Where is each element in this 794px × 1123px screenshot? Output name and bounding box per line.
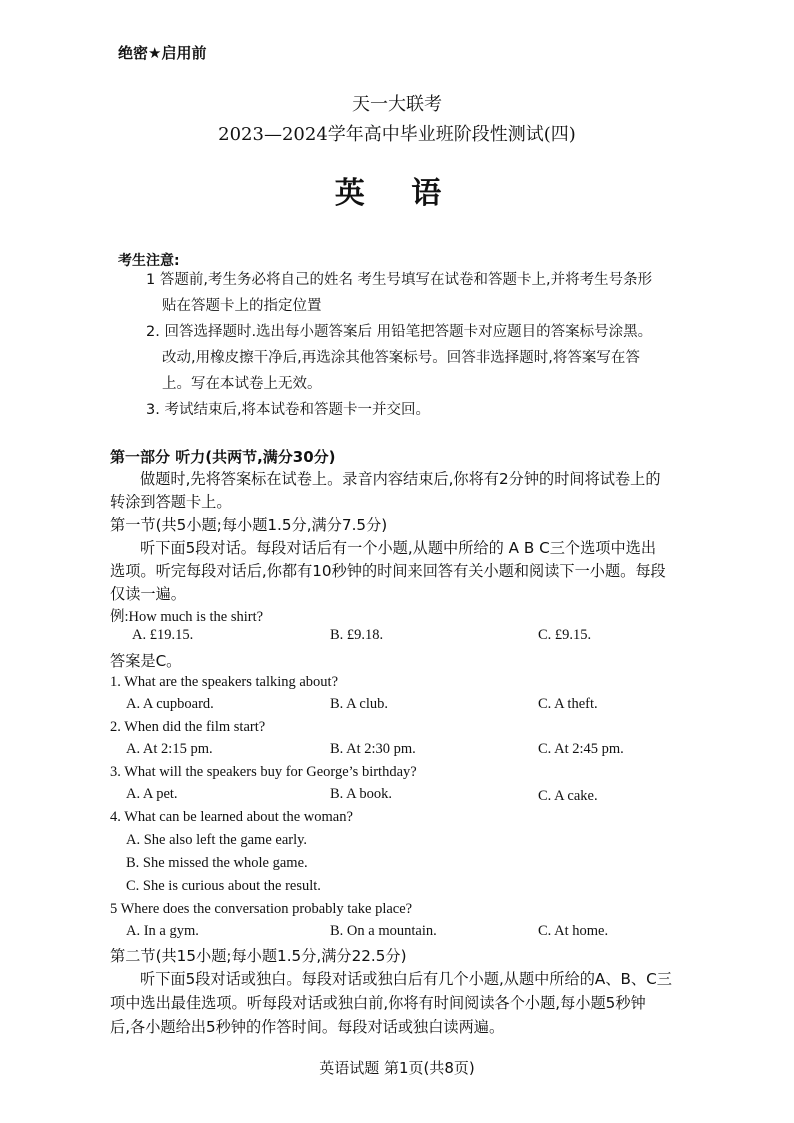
option-b: B. A club.: [330, 696, 389, 712]
option-c: C. A cake.: [538, 788, 598, 804]
part-title: 第一部分 听力(共两节,满分30分): [110, 448, 336, 466]
intro-line: 转涂到答题卡上。: [110, 493, 232, 511]
option-c: C. She is curious about the result.: [126, 878, 321, 894]
confidential-label: 绝密★启用前: [118, 44, 207, 62]
question-4: 4. What can be learned about the woman?: [110, 809, 353, 825]
section-title: 第一节(共5小题;每小题1.5分,满分7.5分): [110, 516, 388, 534]
option-a: A. At 2:15 pm.: [126, 741, 213, 757]
option-a: A. A pet.: [126, 786, 178, 802]
notice-line: 上。写在本试卷上无效。: [162, 376, 322, 392]
option-b: B. At 2:30 pm.: [330, 741, 416, 757]
exam-organizer: 天一大联考: [352, 94, 442, 115]
section-intro-line: 选项。听完每段对话后,你都有10秒钟的时间来回答有关小题和阅读下一小题。每段: [110, 562, 666, 580]
intro-line: 做题时,先将答案标在试卷上。录音内容结束后,你将有2分钟的时间将试卷上的: [140, 470, 661, 488]
section-intro-line: 仅读一遍。: [110, 585, 186, 603]
question-1: 1. What are the speakers talking about?: [110, 674, 339, 690]
exam-title: 2023—2024学年高中毕业班阶段性测试(四): [218, 124, 576, 145]
notice-line: 1 答题前,考生务必将自己的姓名 考生号填写在试卷和答题卡上,并将考生号条形: [146, 272, 653, 288]
option-b: B. A book.: [330, 786, 393, 802]
option-a: A. She also left the game early.: [126, 832, 308, 848]
section-title: 第二节(共15小题;每小题1.5分,满分22.5分): [110, 947, 407, 965]
option-a: A. £19.15.: [132, 627, 194, 643]
question-2: 2. When did the film start?: [110, 719, 266, 735]
option-b: B. £9.18.: [330, 627, 384, 643]
option-a: A. In a gym.: [126, 923, 199, 939]
notice-line: 2. 回答选择题时.选出每小题答案后 用铅笔把答题卡对应题目的答案标号涂黑。: [146, 324, 653, 340]
option-a: A. A cupboard.: [126, 696, 214, 712]
notice-title: 考生注意:: [118, 253, 180, 269]
notice-line: 改动,用橡皮擦干净后,再选涂其他答案标号。回答非选择题时,将答案写在答: [162, 350, 640, 366]
option-b: B. She missed the whole game.: [126, 855, 308, 871]
option-b: B. On a mountain.: [330, 923, 437, 939]
section-intro-line: 听下面5段对话。每段对话后有一个小题,从题中所给的 A B C三个选项中选出: [140, 539, 657, 557]
question-3: 3. What will the speakers buy for George’s birthday?: [110, 764, 417, 780]
section-intro-line: 项中选出最佳选项。听每段对话或独白前,你将有时间阅读各个小题,每小题5秒钟: [110, 994, 646, 1012]
notice-line: 3. 考试结束后,将本试卷和答题卡一并交回。: [146, 402, 431, 418]
page-footer: 英语试题 第1页(共8页): [319, 1059, 475, 1077]
option-c: C. At 2:45 pm.: [538, 741, 624, 757]
option-c: C. At home.: [538, 923, 609, 939]
subject-title: 英 语: [334, 176, 460, 211]
section-intro-line: 后,各小题给出5秒钟的作答时间。每段对话或独白读两遍。: [110, 1018, 505, 1036]
question-5: 5 Where does the conversation probably take place?: [110, 901, 413, 917]
example-question: 例:How much is the shirt?: [110, 609, 264, 625]
example-answer: 答案是C。: [110, 652, 182, 670]
option-c: C. £9.15.: [538, 627, 592, 643]
option-c: C. A theft.: [538, 696, 598, 712]
section-intro-line: 听下面5段对话或独白。每段对话或独白后有几个小题,从题中所给的A、B、C三: [140, 970, 672, 988]
notice-line: 贴在答题卡上的指定位置: [162, 298, 322, 314]
